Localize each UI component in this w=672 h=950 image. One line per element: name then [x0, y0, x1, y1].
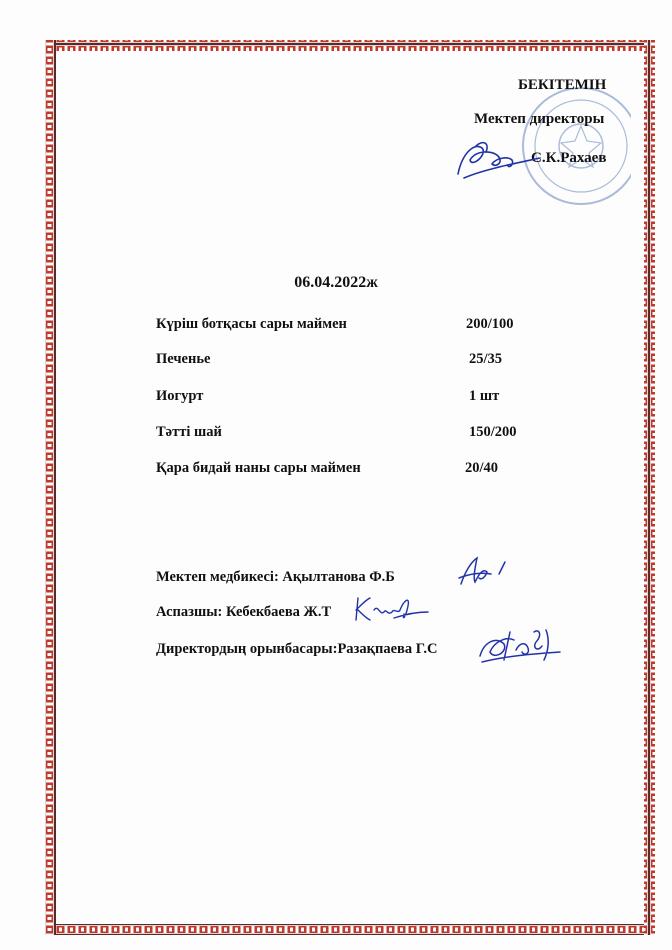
menu-item-portion: 1 шт — [469, 388, 500, 404]
menu-item-portion: 200/100 — [466, 316, 514, 332]
cook-signature — [350, 590, 435, 626]
menu-row — [156, 316, 576, 338]
menu-row — [156, 460, 576, 482]
menu-item-portion: 150/200 — [469, 424, 517, 440]
signature-deputy: Директордың орынбасары:Разақпаева Г.С — [156, 641, 438, 657]
menu-item-portion: 20/40 — [465, 460, 499, 476]
approval-name: С.К.Рахаев — [531, 150, 607, 166]
menu-item-name: Иогурт — [156, 388, 204, 404]
signature-nurse: Мектеп медбикесі: Ақылтанова Ф.Б — [156, 569, 395, 585]
menu-date: 06.04.2022ж — [294, 274, 378, 291]
director-signature — [452, 134, 547, 186]
menu-row — [156, 351, 576, 373]
deputy-signature — [476, 622, 566, 670]
menu-row — [156, 424, 576, 446]
nurse-signature — [455, 552, 525, 592]
menu-item-portion: 25/35 — [469, 351, 503, 367]
menu-item-name: Күріш ботқасы сары маймен — [156, 316, 347, 332]
signature-cook: Аспазшы: Кебекбаева Ж.Т — [156, 604, 332, 620]
menu-item-name: Тәтті шай — [156, 424, 222, 440]
menu-row — [156, 388, 576, 410]
menu-item-name: Қара бидай наны сары маймен — [156, 460, 361, 476]
approval-position: Мектеп директоры — [474, 111, 605, 127]
approval-heading: БЕКІТЕМІН — [518, 77, 607, 93]
menu-item-name: Печенье — [156, 351, 211, 367]
